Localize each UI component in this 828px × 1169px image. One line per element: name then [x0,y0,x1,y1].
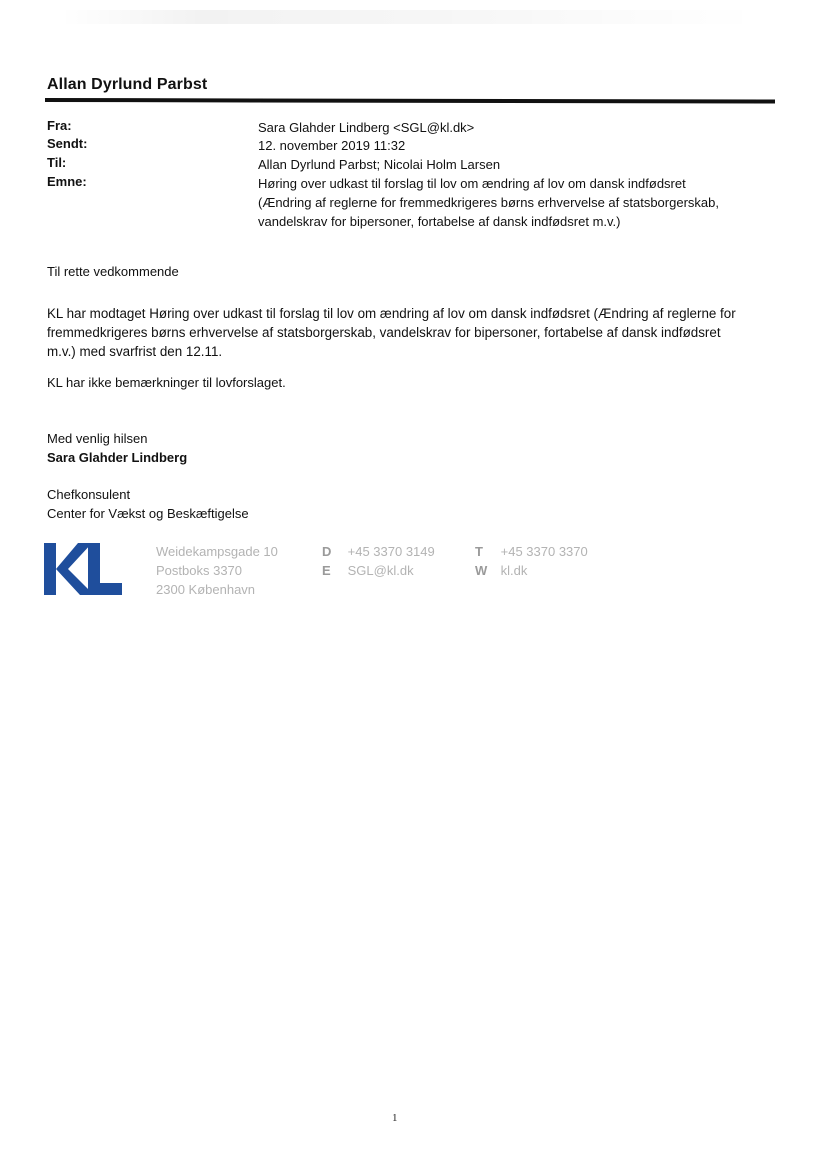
subject-line: vandelskrav for bipersoner, fortabelse af dansk indfødsret m.v.) [258,214,621,229]
email-label: E [322,563,331,578]
page-number: 1 [392,1112,398,1124]
from-label: Fra: [47,118,72,133]
scan-artifact [60,10,760,24]
paragraph-line: m.v.) med svarfrist den 12.11. [47,344,223,359]
web-link[interactable]: kl.dk [500,563,528,578]
address-block [156,542,278,599]
email-link[interactable]: SGL@kl.dk [347,563,414,578]
subject-line: (Ændring af reglerne for fremmedkrigeres børns erhvervelse af statsborgerskab, [258,195,719,210]
phone-label: T [475,544,483,559]
from-value: Sara Glahder Lindberg <SGL@kl.dk> [258,120,475,135]
to-value: Allan Dyrlund Parbst; Nicolai Holm Larsen [258,157,501,172]
sender-name-heading: Allan Dyrlund Parbst [47,76,208,93]
signature-name: Sara Glahder Lindberg [47,450,188,465]
direct-label: D [322,544,332,559]
signature-department: Center for Vækst og Beskæftigelse [47,506,249,521]
subject-line: Høring over udkast til forslag til lov om ændring af lov om dansk indfødsret [258,176,686,191]
address-line: Postboks 3370 [156,563,243,578]
paragraph-line: fremmedkrigeres børns erhvervelse af statsborgerskab, vandelskrav for bipersoner, fortabelse af dansk indfødsret [47,325,721,340]
header-rule [45,98,775,104]
general-contact-block [475,542,588,580]
greeting: Til rette vedkommende [47,264,179,279]
sent-value: 12. november 2019 11:32 [258,138,406,153]
kl-logo [44,543,124,595]
closing: Med venlig hilsen [47,431,148,446]
subject-label: Emne: [47,174,87,189]
subject-value [258,174,778,231]
direct-contact-block [322,542,435,580]
address-line: 2300 København [156,582,256,597]
sent-label: Sendt: [47,136,88,151]
body-paragraph-2: KL har ikke bemærkninger til lovforslaget. [47,375,286,390]
web-label: W [475,563,488,578]
direct-phone[interactable]: +45 3370 3149 [347,544,435,559]
address-line: Weidekampsgade 10 [156,544,278,559]
to-label: Til: [47,155,67,170]
body-paragraph-1 [47,304,772,361]
main-phone[interactable]: +45 3370 3370 [500,544,588,559]
signature-title: Chefkonsulent [47,487,131,502]
paragraph-line: KL har modtaget Høring over udkast til forslag til lov om ændring af lov om dansk indfødsret (Ændring af reglerne for [47,306,736,321]
